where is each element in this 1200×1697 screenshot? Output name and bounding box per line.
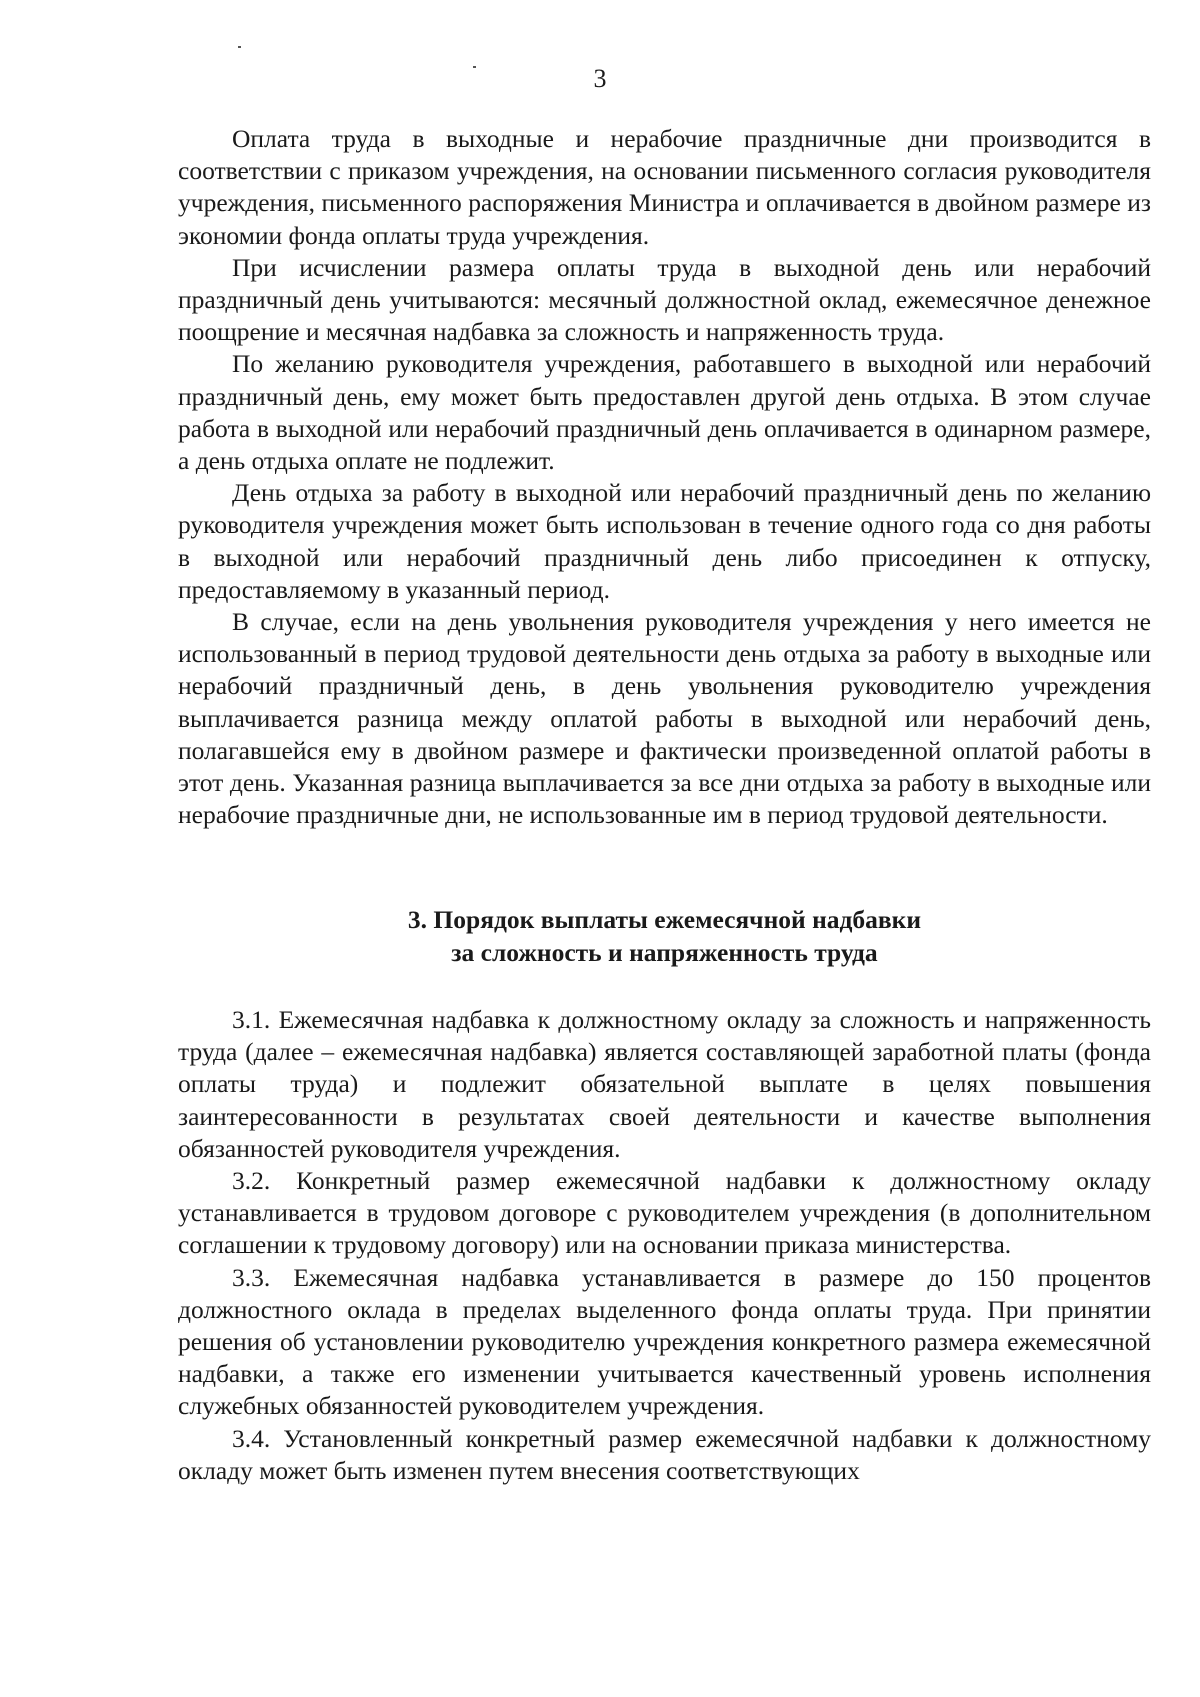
clause-3-3: 3.3. Ежемесячная надбавка устанавливается в размере до 150 процентов должностного оклада в пределах выделенного фонда оплаты труда. При принятии решения об установлении руководителю учреждения конкретного размера ежемесячной надбавки, а также его изменении учитывается качественный уровень исполнения служебных обязанностей руководителем учреждения. — [178, 1262, 1151, 1421]
section-heading-line: 3. Порядок выплаты ежемесячной надбавки — [407, 905, 922, 934]
clause-3-2: 3.2. Конкретный размер ежемесячной надбавки к должностному окладу устанавливается в трудовом договоре с руководителем учреждения (в дополнительном соглашении к трудовому договору) или на основании приказа министерства. — [178, 1166, 1151, 1260]
paragraph: По желанию руководителя учреждения, работавшего в выходной или нерабочий праздничный день, ему может быть предоставлен другой день отдыха. В этом случае работа в выходной или нерабочий праздничный день оплачивается в одинарном размере, а день отдыха оплате не подлежит. — [178, 349, 1151, 476]
paragraph: В случае, если на день увольнения руководителя учреждения у него имеется не использованный в период трудовой деятельности день отдыха за работу в выходные или нерабочий праздничный день, в день увольнения руководителю учреждения выплачивается разница между оплатой работы в выходной или нерабочий день, полагавшейся ему в двойном размере и фактически произведенной оплатой работы в этот день. Указанная разница выплачивается за все дни отдыха за работу в выходные или нерабочие праздничные дни, не использованные им в период трудовой деятельности. — [178, 607, 1151, 830]
scan-speck — [238, 46, 241, 48]
clause-3-4: 3.4. Установленный конкретный размер ежемесячной надбавки к должностному окладу может быть изменен путем внесения соответствующих — [178, 1423, 1151, 1485]
paragraph: При исчислении размера оплаты труда в выходной день или нерабочий праздничный день учитываются: месячный должностной оклад, ежемесячное денежное поощрение и месячная надбавка за сложность и напряженность труда. — [178, 252, 1151, 347]
paragraph: День отдыха за работу в выходной или нерабочий праздничный день по желанию руководителя учреждения может быть использован в течение одного года со дня работы в выходной или нерабочий праздничный день либо присоединен к отпуску, предоставляемому в указанный период. — [178, 478, 1151, 604]
page-number: 3 — [593, 64, 607, 93]
body-text-section-3 — [178, 1004, 1151, 1487]
section-heading — [178, 903, 1151, 969]
paragraph: Оплата труда в выходные и нерабочие праздничные дни производится в соответствии с приказом учреждения, на основании письменного согласия руководителя учреждения, письменного распоряжения Министра и оплачивается в двойном размере из экономии фонда оплаты труда учреждения. — [178, 124, 1151, 250]
section-heading-line: за сложность и напряженность труда — [451, 938, 878, 967]
body-text-before-section — [178, 123, 1151, 831]
clause-3-1: 3.1. Ежемесячная надбавка к должностному окладу за сложность и напряженность труда (далее – ежемесячная надбавка) является составляющей заработной платы (фонда оплаты труда) и подлежит обязательной выплате в целях повышения заинтересованности в результатах своей деятельности и качестве выполнения обязанностей руководителя учреждения. — [178, 1005, 1151, 1163]
